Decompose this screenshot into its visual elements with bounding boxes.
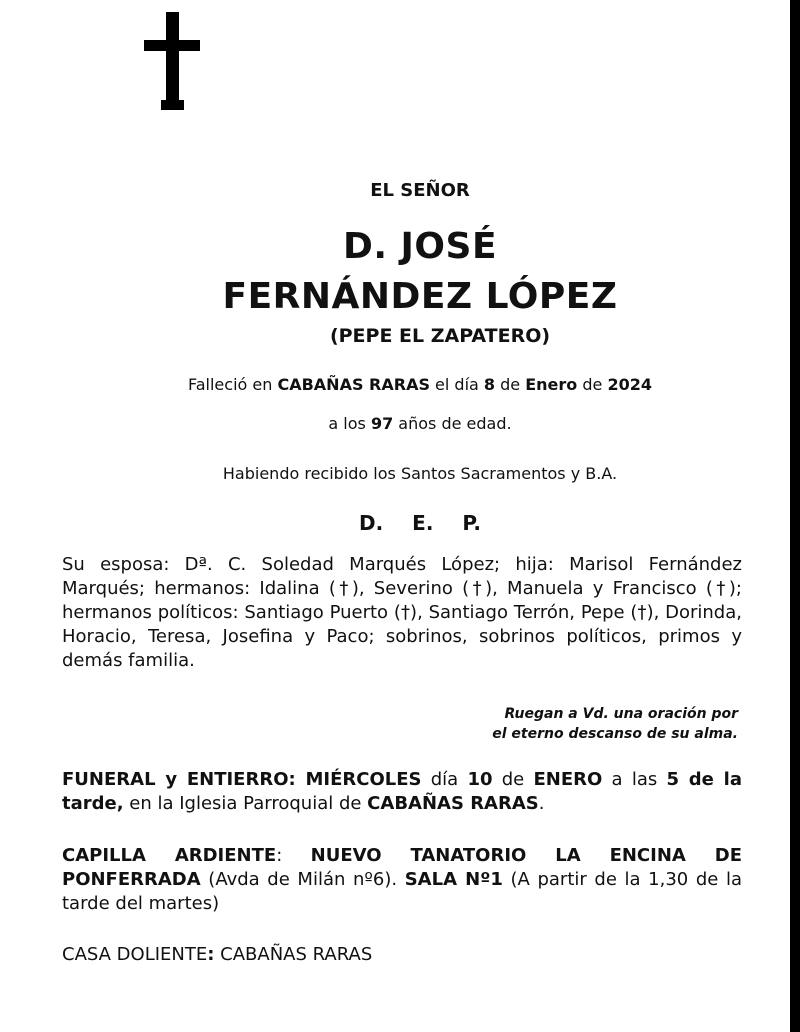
age-line [0, 414, 800, 433]
deceased-name-line2: FERNÁNDEZ LÓPEZ [222, 276, 618, 317]
funeral-time: 5 de la tarde, [62, 769, 742, 814]
capilla-text: : [276, 845, 311, 866]
funeral-text: a las [602, 769, 667, 790]
funeral-text: en la Iglesia Parroquial de [123, 793, 368, 814]
death-text: de [577, 375, 608, 394]
casa-label: CASA DOLIENTE [62, 944, 208, 965]
death-text: el día [429, 375, 484, 394]
death-day: 8 [483, 375, 496, 394]
family-paragraph: Su esposa: Dª. C. Soledad Marqués López; hija: Marisol Fernández Marqués; hermanos: Idalina (†), Severino (†), Manuela y Francisco (†); hermanos políticos: Santiago Puerto (†), Santiago Terrón, Pepe (†), Dorinda, Horacio, Teresa, Josefina y Paco; sobrinos, sobrinos políticos, primos y demás familia. [62, 554, 742, 671]
death-text: Falleció en [188, 375, 278, 394]
death-place: CABAÑAS RARAS [277, 375, 430, 394]
funeral-month: ENERO [533, 769, 603, 790]
casa-doliente-line [62, 943, 742, 967]
age-text: años de edad. [398, 414, 512, 433]
funeral-paragraph [62, 768, 742, 816]
death-year: 2024 [607, 375, 652, 394]
age-years: 97 [370, 414, 394, 433]
capilla-room: SALA Nº1 [404, 869, 503, 890]
funeral-text: de [492, 769, 534, 790]
funeral-text: . [538, 793, 545, 814]
capilla-venue: NUEVO TANATORIO LA ENCINA DE PONFERRADA [62, 845, 742, 890]
capilla-paragraph [62, 844, 742, 916]
casa-place: CABAÑAS RARAS [214, 944, 373, 965]
capilla-text: (Avda de Milán nº6). [200, 869, 405, 890]
cross-horizontal-bar [144, 40, 200, 51]
dep-line: D. E. P. [359, 511, 481, 535]
prayer-line2: el eterno descanso de su alma. [492, 726, 738, 742]
casa-colon: : [207, 944, 215, 965]
cross-foot [161, 100, 184, 110]
prayer-note [378, 704, 738, 744]
cross-vertical-bar [166, 12, 179, 110]
death-text: de [495, 375, 526, 394]
funeral-label: FUNERAL y ENTIERRO: MIÉRCOLES [62, 769, 422, 790]
deceased-nickname: (PEPE EL ZAPATERO) [329, 325, 551, 347]
age-text: a los [328, 414, 371, 433]
funeral-day: 10 [467, 769, 493, 790]
funeral-place: CABAÑAS RARAS [367, 793, 539, 814]
title: EL SEÑOR [370, 180, 470, 201]
deceased-name-line1: D. JOSÉ [342, 226, 498, 267]
capilla-text: (A partir de la 1,30 de la tarde del martes) [62, 869, 742, 914]
death-line [0, 375, 800, 394]
funeral-text: día [421, 769, 468, 790]
prayer-line1: Ruegan a Vd. una oración por [504, 706, 738, 722]
capilla-label: CAPILLA ARDIENTE [62, 845, 277, 866]
sacraments-line: Habiendo recibido los Santos Sacramentos y B.A. [222, 464, 618, 483]
death-month: Enero [525, 375, 578, 394]
